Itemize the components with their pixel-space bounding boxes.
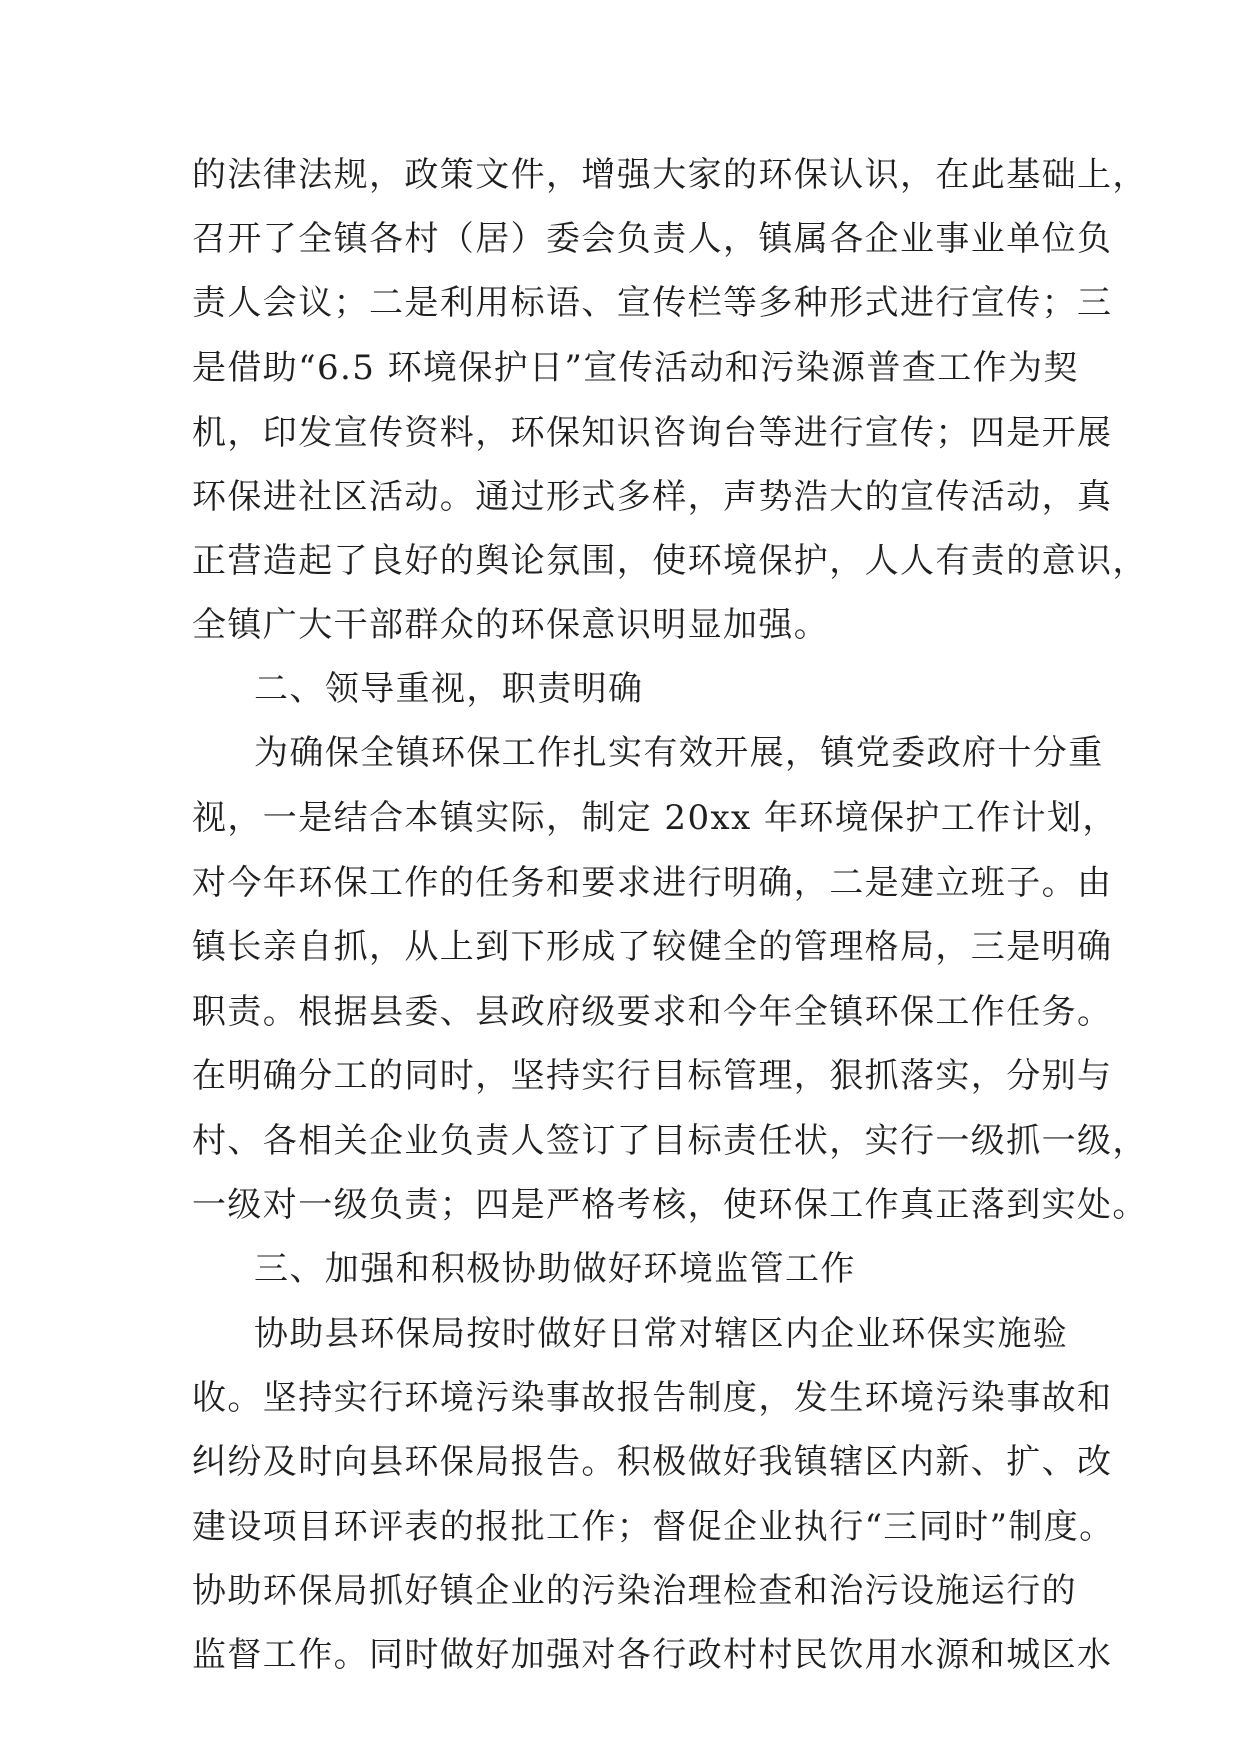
text-line: 收。坚持实行环境污染事故报告制度，发生环境污染事故和 bbox=[192, 1378, 1113, 1418]
text-line: 村、各相关企业负责人签订了目标责任状，实行一级抓一级， bbox=[192, 1121, 1148, 1161]
text-line: 环保进社区活动。通过形式多样，声势浩大的宣传活动，真 bbox=[192, 477, 1113, 517]
text-line: 正营造起了良好的舆论氛围，使环境保护，人人有责的意识， bbox=[192, 541, 1148, 581]
text-line: 一级对一级负责；四是严格考核，使环保工作真正落到实处。 bbox=[192, 1185, 1148, 1225]
text-line: 纠纷及时向县环保局报告。积极做好我镇辖区内新、扩、改 bbox=[192, 1442, 1113, 1482]
text-line: 视，一是结合本镇实际，制定 20xx 年环境保护工作计划， bbox=[192, 798, 1118, 838]
text-line: 机，印发宣传资料，环保知识咨询台等进行宣传；四是开展 bbox=[192, 413, 1113, 453]
text-line: 全镇广大干部群众的环保意识明显加强。 bbox=[192, 605, 830, 645]
text-line: 监督工作。同时做好加强对各行政村村民饮用水源和城区水 bbox=[192, 1635, 1113, 1675]
text-line: 责人会议；二是利用标语、宣传栏等多种形式进行宣传；三 bbox=[192, 283, 1113, 323]
text-line: 对今年环保工作的任务和要求进行明确，二是建立班子。由 bbox=[192, 863, 1113, 903]
text-line: 的法律法规，政策文件，增强大家的环保认识，在此基础上， bbox=[192, 155, 1148, 195]
text-line: 为确保全镇环保工作扎实有效开展，镇党委政府十分重 bbox=[254, 733, 1104, 773]
text-line: 在明确分工的同时，坚持实行目标管理，狠抓落实，分别与 bbox=[192, 1056, 1113, 1096]
text-line: 召开了全镇各村（居）委会负责人，镇属各企业事业单位负 bbox=[192, 219, 1113, 259]
section-heading-2: 二、领导重视，职责明确 bbox=[254, 669, 644, 709]
text-line: 协助环保局抓好镇企业的污染治理检查和治污设施运行的 bbox=[192, 1571, 1077, 1611]
text-line: 建设项目环评表的报批工作；督促企业执行“三同时”制度。 bbox=[192, 1507, 1115, 1547]
text-line: 是借助“6.5 环境保护日”宣传活动和污染源普查工作为契 bbox=[192, 348, 1079, 388]
text-line: 协助县环保局按时做好日常对辖区内企业环保实施验 bbox=[254, 1314, 1069, 1354]
text-line: 镇长亲自抓，从上到下形成了较健全的管理格局，三是明确 bbox=[192, 927, 1113, 967]
section-heading-3: 三、加强和积极协助做好环境监管工作 bbox=[254, 1249, 856, 1289]
text-line: 职责。根据县委、县政府级要求和今年全镇环保工作任务。 bbox=[192, 992, 1113, 1032]
